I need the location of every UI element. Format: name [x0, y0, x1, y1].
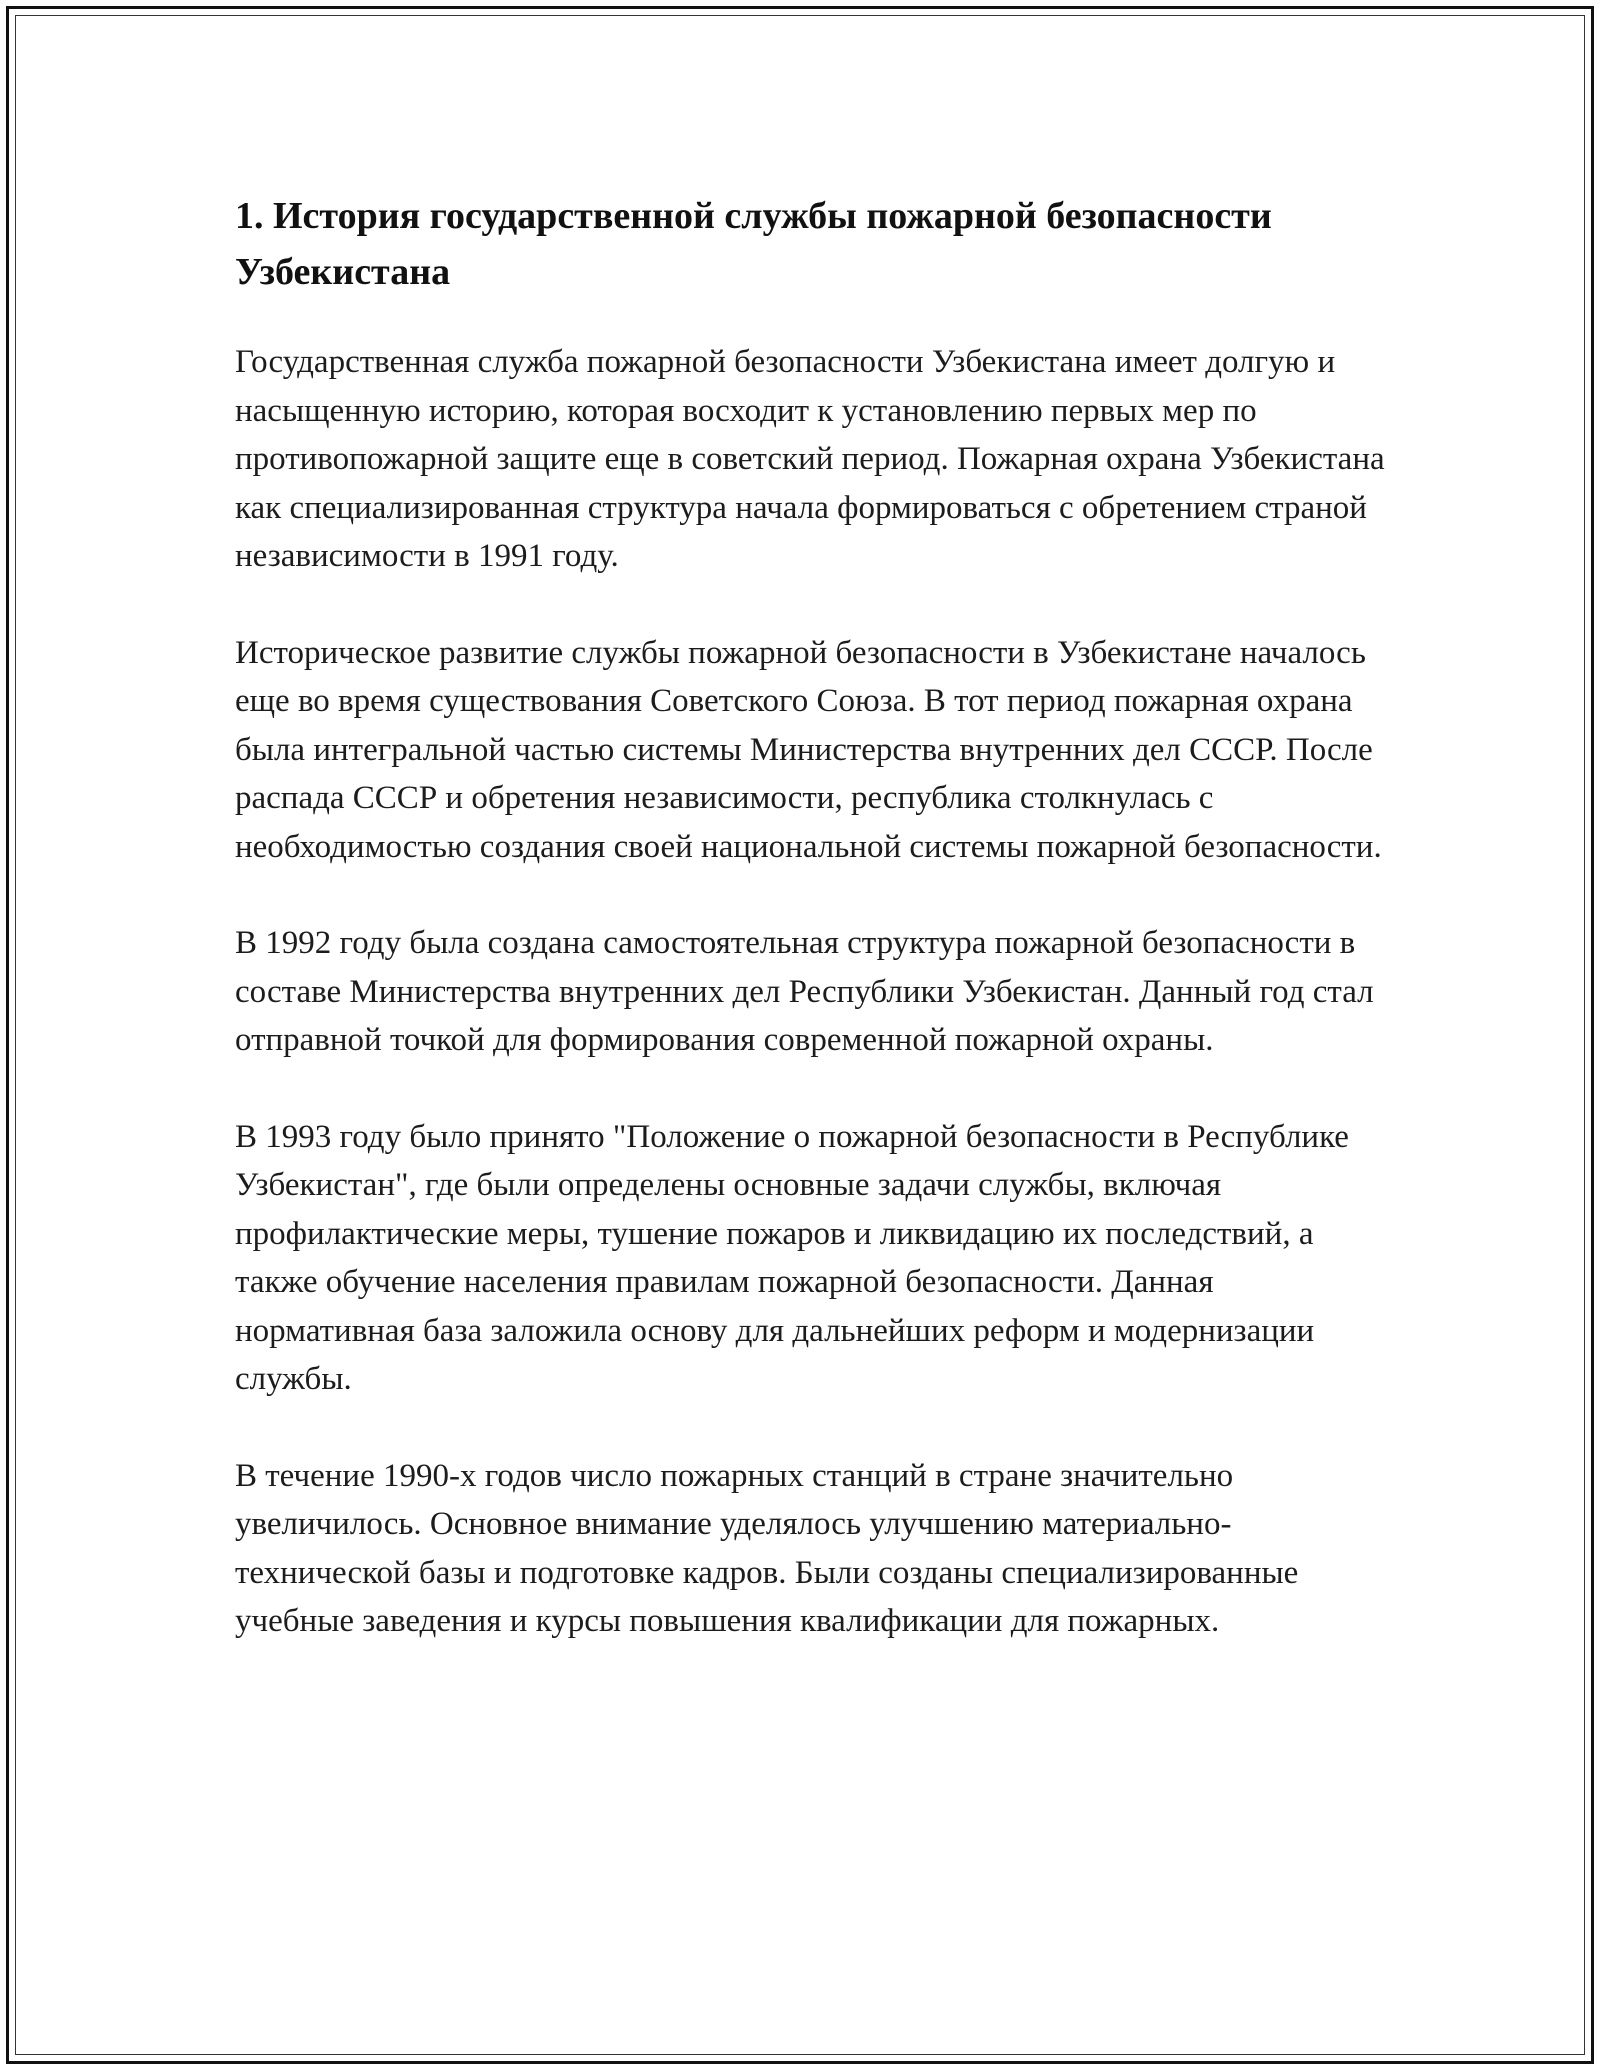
section-heading: 1. История государственной службы пожарной безопасности Узбекистана	[235, 195, 1272, 293]
document-body	[235, 188, 1385, 1694]
paragraph-intro: Государственная служба пожарной безопасности Узбекистана имеет долгую и насыщенную историю, которая восходит к установлению первых мер по противопожарной защите еще в советский период. Пожарная охрана Узбекистана как специализированная структура начала формироваться с обретением страной независимости в 1991 году.	[235, 344, 1385, 574]
paragraph-1992: В 1992 году была создана самостоятельная структура пожарной безопасности в составе Министерства внутренних дел Республики Узбекистан. Данный год стал отправной точкой для формирования современной пожарной охраны.	[235, 925, 1374, 1058]
paragraph-1993: В 1993 году было принято "Положение о пожарной безопасности в Республике Узбекистан", где были определены основные задачи службы, включая профилактические меры, тушение пожаров и ликвидацию их последствий, а также обучение населения правилам пожарной безопасности. Данная нормативная база заложила основу для дальнейших реформ и модернизации службы.	[235, 1118, 1349, 1397]
paragraph-soviet-period: Историческое развитие службы пожарной безопасности в Узбекистане началось еще во время существования Советского Союза. В тот период пожарная охрана была интегральной частью системы Министерства внутренних дел СССР. После распада СССР и обретения независимости, республика столкнулась с необходимостью создания своей национальной системы пожарной безопасности.	[235, 634, 1382, 865]
paragraph-1990s: В течение 1990-х годов число пожарных станций в стране значительно увеличилось. Основное внимание уделялось улучшению материально-технической базы и подготовке кадров. Были созданы специализированные учебные заведения и курсы повышения квалификации для пожарных.	[235, 1457, 1299, 1639]
